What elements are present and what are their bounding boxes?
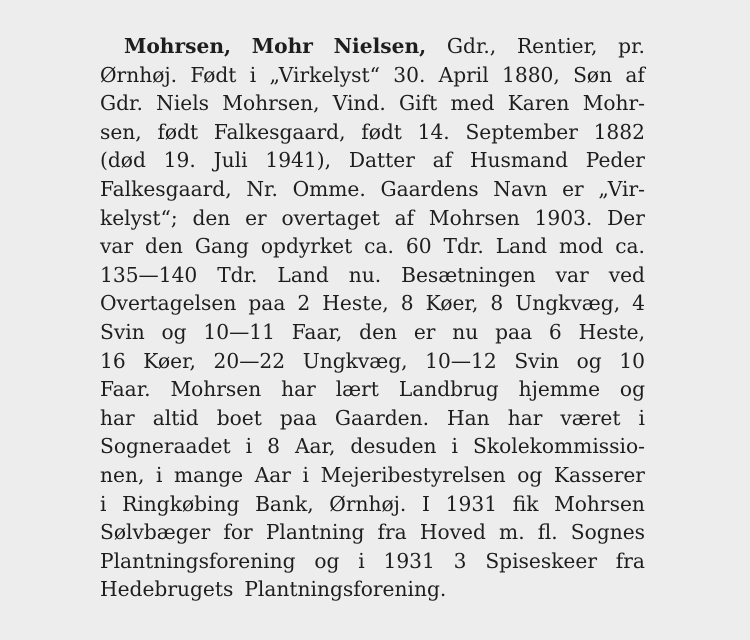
word: Nielsen,	[333, 34, 427, 58]
word: 1880,	[502, 62, 560, 87]
word: September	[465, 119, 578, 144]
word: Søn	[573, 62, 613, 87]
word: for	[223, 520, 253, 545]
text-line	[100, 547, 645, 576]
word: ved	[608, 262, 645, 287]
text-line	[100, 575, 645, 604]
word: og	[161, 319, 187, 344]
word: fik	[512, 491, 539, 516]
word: Heste,	[578, 319, 645, 344]
word: Peder	[585, 148, 645, 173]
word: i	[302, 462, 310, 487]
word: lært	[335, 377, 379, 402]
word: I	[422, 491, 430, 516]
word: været	[560, 405, 621, 430]
word: Ørnhøj.	[100, 62, 178, 87]
word: Køer,	[425, 291, 479, 316]
word: Vind.	[332, 91, 386, 116]
word: Mohrsen,	[222, 91, 320, 116]
word: Land	[277, 262, 329, 287]
word: 2	[297, 291, 311, 316]
word: 10	[619, 348, 645, 373]
word: Ørnhøj.	[329, 491, 407, 516]
word: den	[359, 319, 398, 344]
word: boet	[216, 405, 262, 430]
text-line	[100, 289, 645, 318]
text-line	[100, 490, 645, 519]
word: Mohrsen	[170, 377, 262, 402]
word: 4	[632, 291, 645, 316]
word: Falkesgaard,	[100, 176, 232, 201]
word: paa	[279, 405, 317, 430]
word: Sølvbæger	[100, 520, 211, 545]
word: pr.	[618, 34, 645, 58]
word: Spiseskeer	[485, 548, 597, 573]
word: Der	[607, 205, 645, 230]
word: Mohrsen	[428, 205, 520, 230]
word: Datter	[348, 148, 415, 173]
word: Sogneraadet	[100, 434, 231, 459]
word: den	[192, 205, 231, 230]
word: og	[314, 548, 340, 573]
word: 14.	[417, 119, 450, 144]
text-line	[100, 175, 645, 204]
word: var	[100, 234, 134, 259]
word: i	[249, 62, 257, 87]
text-line	[100, 461, 645, 490]
word: Skolekommissio-	[473, 434, 645, 459]
word: var	[555, 262, 589, 287]
word: 1903.	[534, 205, 593, 230]
word: ca.	[615, 234, 645, 259]
word: 3	[453, 548, 467, 573]
word: med	[450, 91, 495, 116]
word: Aar	[254, 462, 291, 487]
text-line	[100, 432, 645, 461]
text-line	[100, 375, 645, 404]
word: overtaget	[281, 205, 380, 230]
word: Plantningsforening	[100, 548, 296, 573]
word: April	[438, 62, 489, 87]
word: Sognes	[570, 520, 645, 545]
word: er	[245, 205, 267, 230]
word: Plantning	[265, 520, 365, 545]
word: Husmand	[469, 148, 569, 173]
word: 1931	[445, 491, 498, 516]
word: mod	[559, 234, 604, 259]
word: 1882	[593, 119, 645, 144]
word: fl.	[537, 520, 558, 545]
word: Nr.	[246, 176, 278, 201]
word: hjemme	[518, 377, 601, 402]
word: opdyrket	[260, 234, 353, 259]
word: altid	[152, 405, 199, 430]
word: Køer,	[143, 348, 196, 373]
word: Født	[190, 62, 237, 87]
word: 8	[400, 291, 414, 316]
word: Tdr.	[443, 234, 484, 259]
text-line	[100, 204, 645, 233]
word: og	[576, 348, 602, 373]
word: 135—140	[100, 262, 198, 287]
word: i	[358, 548, 365, 573]
word: Landbrug	[398, 377, 499, 402]
word: ca.	[364, 234, 394, 259]
word: i	[638, 405, 645, 430]
word: Niels	[156, 91, 210, 116]
text-line	[100, 318, 645, 347]
word: Besætningen	[401, 262, 536, 287]
word: Svin	[514, 348, 560, 373]
word: Ungkvæg,	[302, 348, 408, 373]
biography-entry	[100, 32, 645, 604]
word: er	[413, 319, 436, 344]
word: 1941),	[265, 148, 332, 173]
text-line	[100, 347, 645, 376]
text-line	[100, 118, 645, 147]
word: Ungkvæg,	[515, 291, 621, 316]
word: Mohr	[251, 34, 313, 58]
word: Land	[495, 234, 548, 259]
word: Karen	[507, 91, 570, 116]
word: i	[100, 491, 107, 516]
word: Mohr-	[582, 91, 645, 116]
word: Plantningsforening.	[244, 577, 447, 602]
word: Rentier,	[516, 34, 598, 58]
word: i	[155, 462, 163, 487]
word: Falkesgaard,	[213, 119, 346, 144]
word: af	[394, 205, 415, 230]
word: kelyst“;	[100, 205, 178, 230]
word: 10—11	[203, 319, 275, 344]
text-line	[100, 146, 645, 175]
word: Overtagelsen	[100, 291, 237, 316]
word: nen,	[100, 462, 145, 487]
word: sen,	[100, 119, 142, 144]
word: 16	[100, 348, 126, 373]
word: af	[432, 148, 453, 173]
word: 6	[548, 319, 562, 344]
word: nu.	[348, 262, 382, 287]
word: Omme.	[292, 176, 366, 201]
word: Bank,	[255, 491, 314, 516]
word: Svin	[100, 319, 145, 344]
word: Aar,	[294, 434, 336, 459]
word: 1931	[383, 548, 435, 573]
word: (død	[100, 148, 146, 173]
word: Heste,	[322, 291, 389, 316]
word: af	[625, 62, 645, 87]
word: født	[157, 119, 199, 144]
word: 19.	[163, 148, 196, 173]
word: Mohrsen,	[124, 34, 232, 58]
word: Gift	[399, 91, 438, 116]
word: Mohrsen	[554, 491, 645, 516]
word: er	[562, 176, 584, 201]
word: Mejeribestyrelsen	[320, 462, 506, 487]
word: og	[619, 377, 645, 402]
word: og	[517, 462, 543, 487]
word: Navn	[493, 176, 548, 201]
word: har	[507, 405, 543, 430]
word: fra	[615, 548, 645, 573]
word: 60	[405, 234, 432, 259]
word: Hedebrugets	[100, 577, 234, 602]
word: mange	[174, 462, 244, 487]
word: „Virkelyst“	[269, 62, 380, 87]
word: paa	[495, 319, 533, 344]
word: har	[100, 405, 135, 430]
word: Faar.	[100, 377, 151, 402]
word: Gaarden.	[334, 405, 430, 430]
word: født	[361, 119, 402, 144]
word: Kasserer	[553, 462, 645, 487]
text-line	[100, 32, 645, 61]
word: fra	[377, 520, 407, 545]
word: Faar,	[291, 319, 343, 344]
word: Tdr.	[217, 262, 258, 287]
word: 8	[490, 291, 504, 316]
word: „Vir-	[598, 176, 645, 201]
word: Gdr.,	[446, 34, 497, 58]
word: 8	[267, 434, 280, 459]
text-line	[100, 404, 645, 433]
word: i	[451, 434, 459, 459]
text-line	[100, 261, 645, 290]
text-line	[100, 232, 645, 261]
text-line	[100, 89, 645, 118]
word: har	[281, 377, 316, 402]
word: 30.	[393, 62, 426, 87]
word: den	[145, 234, 183, 259]
word: nu	[452, 319, 479, 344]
word: Ringkøbing	[122, 491, 240, 516]
word: Hoved	[419, 520, 486, 545]
text-line	[100, 518, 645, 547]
word: Gdr.	[100, 91, 143, 116]
word: 10—12	[425, 348, 497, 373]
word: Gang	[194, 234, 249, 259]
word: paa	[248, 291, 286, 316]
word: desuden	[350, 434, 437, 459]
word: Han	[447, 405, 490, 430]
word: 20—22	[213, 348, 286, 373]
word: Gaardens	[380, 176, 479, 201]
text-line	[100, 61, 645, 90]
word: m.	[499, 520, 525, 545]
word: Juli	[213, 148, 248, 173]
word: i	[245, 434, 253, 459]
